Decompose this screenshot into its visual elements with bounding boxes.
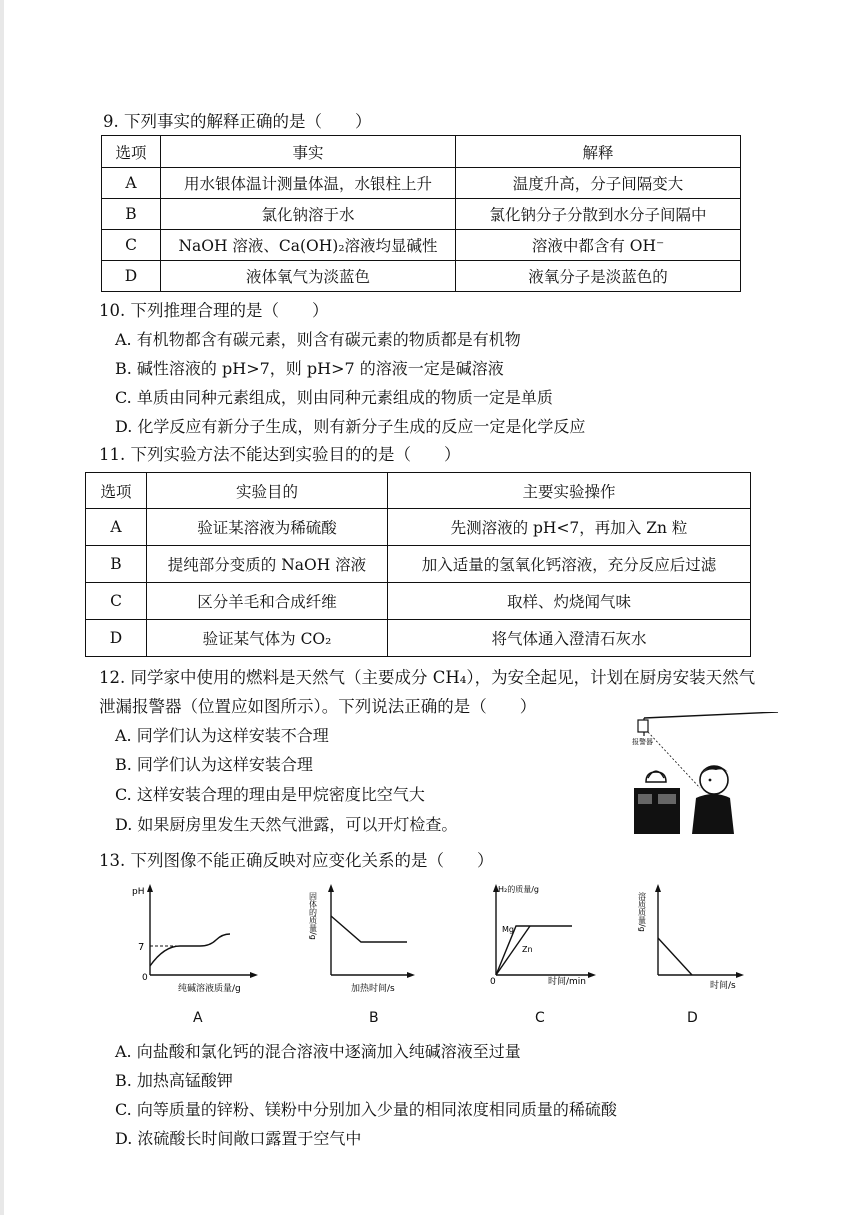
series-label: Zn	[522, 945, 533, 954]
graph-d	[634, 880, 744, 995]
option-b: B. 加热高锰酸钾	[115, 1071, 233, 1090]
table-cell: 液氧分子是淡蓝色的	[456, 261, 741, 292]
table-header: 解释	[456, 136, 741, 168]
table-cell: C	[86, 583, 147, 620]
question-11: 11. 下列实验方法不能达到实验目的的是（ ）	[99, 445, 461, 464]
y-axis-label: 溶质质量/g	[637, 892, 647, 932]
graph-a	[128, 880, 258, 995]
table-cell: 溶液中都含有 OH⁻	[456, 230, 741, 261]
origin-label: 0	[142, 973, 148, 983]
graph-c-label: C	[535, 1010, 545, 1026]
curve	[150, 934, 230, 966]
table-cell: 验证某气体为 CO₂	[147, 620, 388, 657]
graph-b	[305, 880, 415, 995]
person-icon	[700, 766, 728, 794]
table-cell: C	[102, 230, 161, 261]
table-cell: A	[86, 509, 147, 546]
table-cell: 温度升高，分子间隔变大	[456, 168, 741, 199]
kitchen-alarm-figure	[630, 712, 780, 836]
option-a: A. 有机物都含有碳元素，则含有碳元素的物质都是有机物	[115, 330, 521, 349]
x-axis-label: 纯碱溶液质量/g	[178, 984, 241, 994]
y-axis-label: 固体的质量/g	[308, 892, 318, 940]
x-axis-label: 时间/s	[710, 981, 736, 991]
table-cell: 提纯部分变质的 NaOH 溶液	[147, 546, 388, 583]
question-12-line2: 泄漏报警器（位置应如图所示）。下列说法正确的是（ ）	[99, 697, 537, 716]
table-header: 选项	[102, 136, 161, 168]
table-header: 事实	[161, 136, 456, 168]
option-a: A. 向盐酸和氯化钙的混合溶液中逐滴加入纯碱溶液至过量	[115, 1042, 521, 1061]
table-cell: 氯化钠溶于水	[161, 199, 456, 230]
table-cell: 氯化钠分子分散到水分子间隔中	[456, 199, 741, 230]
table-cell: 先测溶液的 pH<7，再加入 Zn 粒	[388, 509, 751, 546]
table-header: 实验目的	[147, 473, 388, 509]
table-header: 选项	[86, 473, 147, 509]
curve	[331, 916, 407, 942]
question-13: 13. 下列图像不能正确反映对应变化关系的是（ ）	[99, 851, 494, 870]
question-9: 9. 下列事实的解释正确的是（ ）	[103, 112, 372, 131]
series-label: Mg	[502, 925, 514, 934]
option-b: B. 同学们认为这样安装合理	[115, 755, 313, 774]
graph-b-label: B	[369, 1010, 379, 1026]
table-cell: 加入适量的氢氧化钙溶液，充分反应后过滤	[388, 546, 751, 583]
table-cell: 取样、灼烧闻气味	[388, 583, 751, 620]
question-10: 10. 下列推理合理的是（ ）	[99, 301, 329, 320]
graph-d-label: D	[687, 1010, 698, 1026]
table-cell: A	[102, 168, 161, 199]
y-axis-label: pH	[132, 887, 145, 897]
alarm-label: 报警器	[632, 738, 653, 746]
table-cell: B	[102, 199, 161, 230]
graph-a-label: A	[193, 1010, 203, 1026]
x-axis-label: 时间/min	[548, 977, 587, 987]
question-11-table	[85, 472, 751, 657]
option-d: D. 如果厨房里发生天然气泄露，可以开灯检查。	[115, 815, 458, 834]
table-cell: 验证某溶液为稀硫酸	[147, 509, 388, 546]
table-header: 主要实验操作	[388, 473, 751, 509]
scan-edge	[0, 0, 4, 1215]
option-c: C. 单质由同种元素组成，则由同种元素组成的物质一定是单质	[115, 388, 553, 407]
option-d: D. 化学反应有新分子生成，则有新分子生成的反应一定是化学反应	[115, 417, 586, 436]
table-cell: 用水银体温计测量体温，水银柱上升	[161, 168, 456, 199]
question-12-line1: 12. 同学家中使用的燃料是天然气（主要成分 CH₄），为安全起见，计划在厨房安装天然气	[99, 668, 756, 687]
table-cell: 区分羊毛和合成纤维	[147, 583, 388, 620]
option-b: B. 碱性溶液的 pH>7，则 pH>7 的溶液一定是碱溶液	[115, 359, 504, 378]
table-cell: 液体氧气为淡蓝色	[161, 261, 456, 292]
y-axis-label: H₂的质量/g	[498, 885, 539, 894]
option-d: D. 浓硫酸长时间敞口露置于空气中	[115, 1129, 362, 1148]
option-c: C. 向等质量的锌粉、镁粉中分别加入少量的相同浓度相同质量的稀硫酸	[115, 1100, 617, 1119]
table-cell: D	[102, 261, 161, 292]
question-9-table	[101, 135, 741, 292]
origin-label: 0	[490, 977, 496, 987]
curve	[658, 938, 692, 975]
table-cell: 将气体通入澄清石灰水	[388, 620, 751, 657]
option-c: C. 这样安装合理的理由是甲烷密度比空气大	[115, 785, 425, 804]
tick-label: 7	[138, 942, 145, 953]
table-cell: D	[86, 620, 147, 657]
graph-c	[486, 880, 596, 995]
alarm-icon	[638, 720, 648, 732]
option-a: A. 同学们认为这样安装不合理	[115, 726, 329, 745]
x-axis-label: 加热时间/s	[351, 984, 395, 994]
table-cell: NaOH 溶液、Ca(OH)₂溶液均显碱性	[161, 230, 456, 261]
table-cell: B	[86, 546, 147, 583]
